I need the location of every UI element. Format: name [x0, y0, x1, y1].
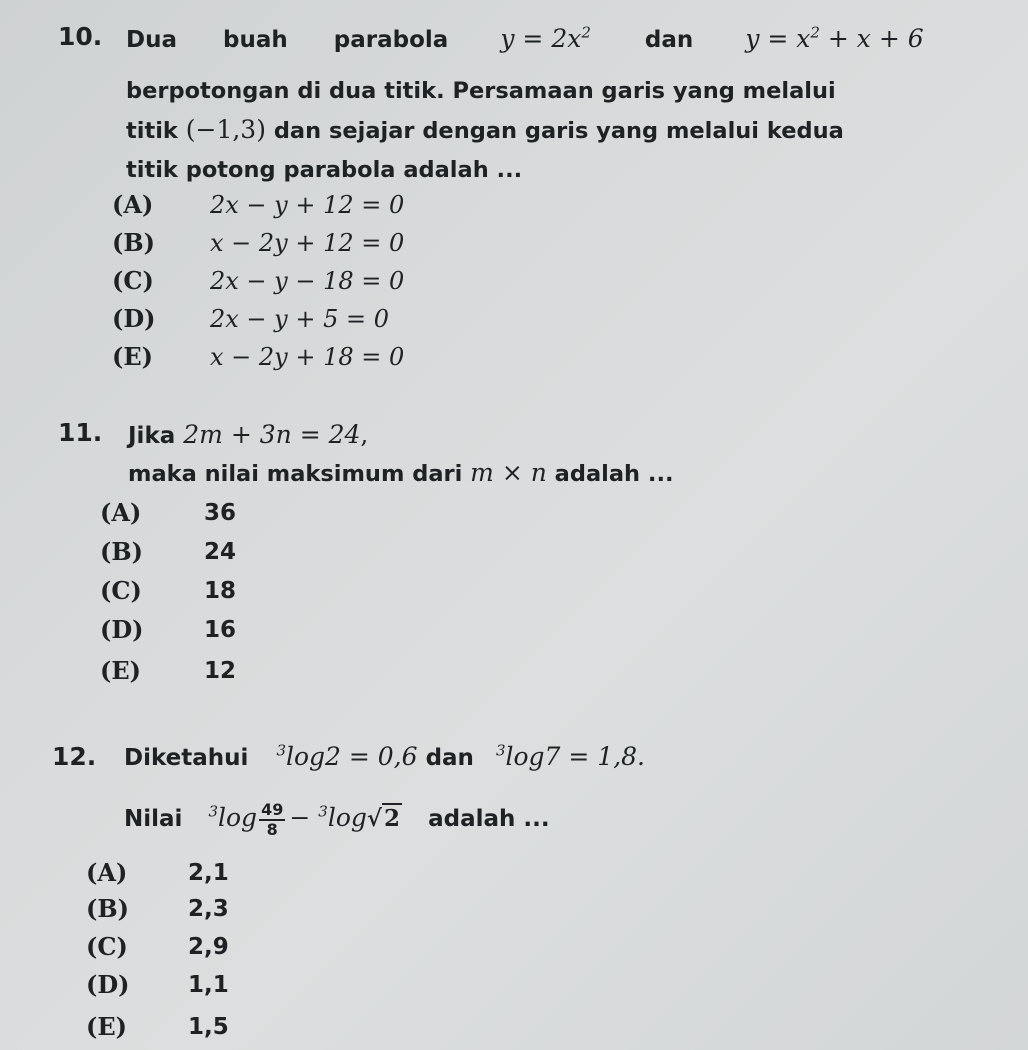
option-value: 1,5 [188, 1014, 229, 1040]
q12-option-d[interactable] [86, 970, 229, 1000]
q11-option-c[interactable] [100, 576, 237, 606]
option-value: 2,9 [188, 934, 229, 960]
option-label: (A) [112, 190, 154, 219]
option-value: 2x − y + 5 = 0 [210, 305, 390, 333]
option-label: (A) [86, 858, 128, 887]
option-label: (C) [100, 576, 142, 605]
q11-option-d[interactable] [100, 615, 237, 645]
option-label: (C) [112, 266, 154, 295]
option-value: 36 [204, 500, 237, 526]
option-label: (B) [86, 894, 129, 923]
q11-product: m × n [470, 458, 547, 487]
q12-log-1: $^3$log2 = 0,6 [276, 741, 418, 771]
q12-option-c[interactable] [86, 932, 229, 962]
question-12-line-2: Nilai $^3$log $\frac{49}{8}$ − $^3$log√2 adalah ... [124, 799, 550, 839]
question-10-line-4: titik potong parabola adalah ... [126, 157, 523, 183]
q10-word-dan: dan [644, 27, 694, 53]
q10-point: (−1,3) [185, 115, 266, 144]
option-label: (E) [100, 656, 142, 685]
option-value: 24 [204, 539, 237, 565]
q12-option-e[interactable] [86, 1012, 229, 1042]
q12-log-4: $^3$log [318, 802, 367, 832]
q11-option-e[interactable] [100, 656, 237, 686]
question-10-line-2: berpotongan di dua titik. Persamaan garis yang melalui [126, 78, 836, 104]
option-value: 18 [204, 578, 237, 604]
q11-option-b[interactable] [100, 537, 237, 567]
option-label: (D) [86, 970, 130, 999]
option-label: (E) [112, 342, 154, 371]
option-label: (E) [86, 1012, 128, 1041]
q10-option-e[interactable] [112, 342, 405, 372]
question-11-line-2: maka nilai maksimum dari m × n adalah ... [128, 458, 674, 487]
question-12-number: 12. [52, 742, 97, 771]
option-label: (B) [112, 228, 155, 257]
question-11-line-1: Jika 2m + 3n = 24, [128, 420, 369, 449]
question-11-number: 11. [58, 418, 103, 447]
q11-option-a[interactable] [100, 498, 237, 528]
option-value: 2,3 [188, 896, 229, 922]
option-value: 2,1 [188, 860, 229, 886]
q10-word-dua: Dua [126, 27, 177, 53]
q10-option-c[interactable] [112, 266, 405, 296]
option-value: 2x − y − 18 = 0 [210, 267, 405, 295]
q12-option-a[interactable] [86, 858, 229, 888]
q10-equation-2: $y = x^2 + x + 6$ [745, 23, 924, 53]
option-label: (D) [100, 615, 144, 644]
option-label: (A) [100, 498, 142, 527]
option-value: 16 [204, 617, 237, 643]
question-12-line-1: Diketahui $^3$log2 = 0,6 dan $^3$log7 = 1,8. [124, 741, 646, 771]
option-label: (B) [100, 537, 143, 566]
option-value: 12 [204, 658, 237, 684]
q10-equation-1: $y = 2x^2$ [500, 23, 591, 53]
q11-equation: 2m + 3n = 24 [183, 420, 361, 449]
option-value: x − 2y + 12 = 0 [210, 229, 405, 257]
option-label: (C) [86, 932, 128, 961]
q12-fraction: $\frac{49}{8}$ [261, 799, 284, 839]
question-10-number: 10. [58, 22, 103, 51]
question-10-line-1 [126, 24, 924, 55]
q12-log-2: $^3$log7 = 1,8. [495, 741, 646, 771]
q12-sqrt: √2 [366, 805, 401, 832]
q12-log-3: $^3$log [208, 802, 258, 832]
q10-option-a[interactable] [112, 190, 405, 220]
q10-word-parabola: parabola [333, 27, 449, 53]
option-value: 2x − y + 12 = 0 [210, 191, 405, 219]
q10-option-b[interactable] [112, 228, 405, 258]
option-value: x − 2y + 18 = 0 [210, 343, 405, 371]
question-10-line-3: titik (−1,3) dan sejajar dengan garis yang melalui kedua [126, 115, 844, 144]
q10-word-buah: buah [223, 27, 288, 53]
q10-option-d[interactable] [112, 304, 390, 334]
option-label: (D) [112, 304, 156, 333]
q12-option-b[interactable] [86, 894, 229, 924]
option-value: 1,1 [188, 972, 229, 998]
